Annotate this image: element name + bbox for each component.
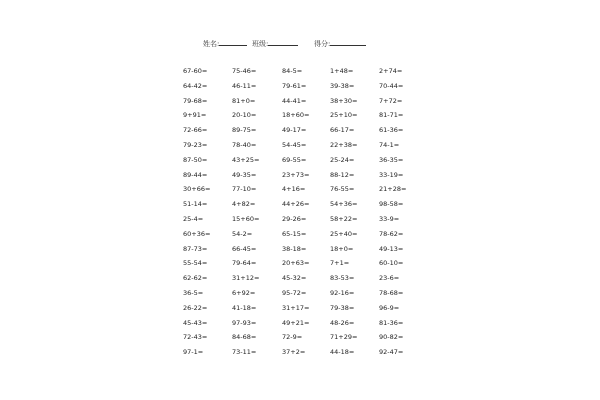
problem-row — [0, 303, 600, 315]
problem-item: 31+12= — [232, 274, 260, 283]
problem-item: 18+60= — [282, 111, 310, 120]
problem-item: 21+28= — [379, 185, 407, 194]
problem-item: 78-40= — [232, 141, 257, 149]
problem-item: 65-15= — [282, 229, 307, 238]
problem-item: 1+48= — [330, 67, 354, 75]
problem-item: 79-68= — [183, 96, 208, 105]
problem-item: 90-82= — [379, 333, 404, 342]
problem-item: 79-64= — [232, 259, 257, 268]
problem-item: 78-68= — [379, 289, 404, 297]
problem-item: 49+21= — [282, 318, 310, 327]
problem-item: 72-43= — [183, 333, 208, 342]
problem-item: 36-5= — [183, 289, 204, 297]
problem-item: 96-9= — [379, 303, 400, 312]
problem-item: 51-14= — [183, 200, 208, 209]
problem-item: 95-72= — [282, 289, 307, 297]
problem-item: 44-18= — [330, 348, 355, 357]
problem-item: 25+40= — [330, 229, 358, 238]
problem-item: 67-60= — [183, 67, 208, 75]
class-field — [252, 37, 298, 49]
problem-item: 48-26= — [330, 318, 355, 327]
problem-item: 45-32= — [282, 274, 307, 283]
problem-item: 9+91= — [183, 111, 207, 120]
class-blank[interactable] — [268, 37, 298, 46]
problem-item: 83-53= — [330, 274, 355, 283]
problem-item: 87-50= — [183, 155, 208, 164]
problem-item: 97-93= — [232, 318, 257, 327]
problem-item: 92-16= — [330, 289, 355, 297]
problem-item: 60-10= — [379, 259, 404, 268]
problem-item: 7+72= — [379, 96, 403, 105]
score-blank[interactable] — [330, 37, 366, 46]
problem-row — [0, 140, 600, 152]
problem-item: 43+25= — [232, 155, 260, 164]
problem-item: 84-68= — [232, 333, 257, 342]
problem-row — [0, 184, 600, 196]
problem-item: 71+29= — [330, 333, 358, 342]
problem-item: 49-13= — [379, 244, 404, 253]
problem-item: 58+22= — [330, 215, 358, 223]
problem-item: 30+66= — [183, 185, 211, 194]
score-field — [314, 37, 366, 49]
problem-item: 26-22= — [183, 303, 208, 312]
problem-item: 81-36= — [379, 318, 404, 327]
problem-item: 46-11= — [232, 81, 257, 90]
problem-item: 76-55= — [330, 185, 355, 194]
problem-item: 7+1= — [330, 259, 350, 268]
problem-row — [0, 214, 600, 226]
problem-row — [0, 199, 600, 211]
problem-item: 6+92= — [232, 289, 256, 297]
problem-item: 49-17= — [282, 126, 307, 135]
problem-row — [0, 66, 600, 78]
problem-item: 38+30= — [330, 96, 358, 105]
problem-row — [0, 96, 600, 108]
problem-row — [0, 81, 600, 93]
problem-row — [0, 288, 600, 300]
problem-item: 15+60= — [232, 215, 260, 223]
worksheet-header — [0, 37, 600, 49]
problem-row — [0, 125, 600, 137]
problem-item: 62-62= — [183, 274, 208, 283]
problem-row — [0, 332, 600, 344]
problem-row — [0, 318, 600, 330]
problem-item: 25-4= — [183, 215, 204, 223]
name-field — [203, 37, 247, 49]
problem-row — [0, 273, 600, 285]
problem-item: 66-45= — [232, 244, 257, 253]
problem-item: 33-19= — [379, 170, 404, 179]
problem-item: 54+36= — [330, 200, 358, 209]
problem-item: 49-35= — [232, 170, 257, 179]
problem-item: 54-2= — [232, 229, 253, 238]
problem-item: 23-6= — [379, 274, 400, 283]
problem-item: 38-18= — [282, 244, 307, 253]
problem-item: 25+10= — [330, 111, 358, 120]
problem-item: 79-61= — [282, 81, 307, 90]
problem-item: 74-1= — [379, 141, 400, 149]
class-label: 班级: — [252, 40, 269, 48]
problem-item: 77-10= — [232, 185, 257, 194]
problem-row — [0, 244, 600, 256]
problem-item: 18+0= — [330, 244, 354, 253]
problem-row — [0, 258, 600, 270]
problem-item: 29-26= — [282, 215, 307, 223]
problem-item: 72-9= — [282, 333, 303, 342]
problem-item: 84-5= — [282, 67, 303, 75]
problem-row — [0, 170, 600, 182]
name-label: 姓名: — [203, 40, 220, 48]
problem-item: 4+82= — [232, 200, 256, 209]
problem-item: 61-36= — [379, 126, 404, 135]
problem-item: 72-66= — [183, 126, 208, 135]
problem-item: 39-38= — [330, 81, 355, 90]
problem-item: 44+26= — [282, 200, 310, 209]
problem-item: 98-58= — [379, 200, 404, 209]
problem-item: 88-12= — [330, 170, 355, 179]
problem-item: 66-17= — [330, 126, 355, 135]
problem-item: 79-38= — [330, 303, 355, 312]
problem-item: 89-44= — [183, 170, 208, 179]
problem-item: 81+0= — [232, 96, 256, 105]
problem-item: 69-55= — [282, 155, 307, 164]
problem-item: 45-43= — [183, 318, 208, 327]
problem-item: 92-47= — [379, 348, 404, 357]
problem-item: 60+36= — [183, 229, 211, 238]
problem-item: 23+73= — [282, 170, 310, 179]
problem-item: 81-71= — [379, 111, 404, 120]
problem-row — [0, 229, 600, 241]
problem-item: 64-42= — [183, 81, 208, 90]
problem-row — [0, 155, 600, 167]
problem-item: 55-54= — [183, 259, 208, 268]
problem-row — [0, 110, 600, 122]
problem-item: 36-35= — [379, 155, 404, 164]
problem-item: 37+2= — [282, 348, 306, 357]
problem-item: 44-41= — [282, 96, 307, 105]
score-label: 得分: — [314, 40, 331, 48]
problem-item: 79-23= — [183, 141, 208, 149]
problem-item: 89-75= — [232, 126, 257, 135]
problem-item: 41-18= — [232, 303, 257, 312]
problem-item: 33-9= — [379, 215, 400, 223]
problem-item: 2+74= — [379, 67, 403, 75]
problem-row — [0, 347, 600, 359]
problem-item: 54-45= — [282, 141, 307, 149]
problem-item: 25-24= — [330, 155, 355, 164]
problem-item: 87-73= — [183, 244, 208, 253]
problem-item: 97-1= — [183, 348, 204, 357]
name-blank[interactable] — [219, 37, 247, 46]
problem-item: 4+16= — [282, 185, 306, 194]
problem-item: 31+17= — [282, 303, 310, 312]
problem-item: 20-10= — [232, 111, 257, 120]
problem-item: 73-11= — [232, 348, 257, 357]
problem-item: 22+38= — [330, 141, 358, 149]
problem-item: 20+63= — [282, 259, 310, 268]
problem-item: 75-46= — [232, 67, 257, 75]
problem-item: 70-44= — [379, 81, 404, 90]
problem-item: 78-62= — [379, 229, 404, 238]
